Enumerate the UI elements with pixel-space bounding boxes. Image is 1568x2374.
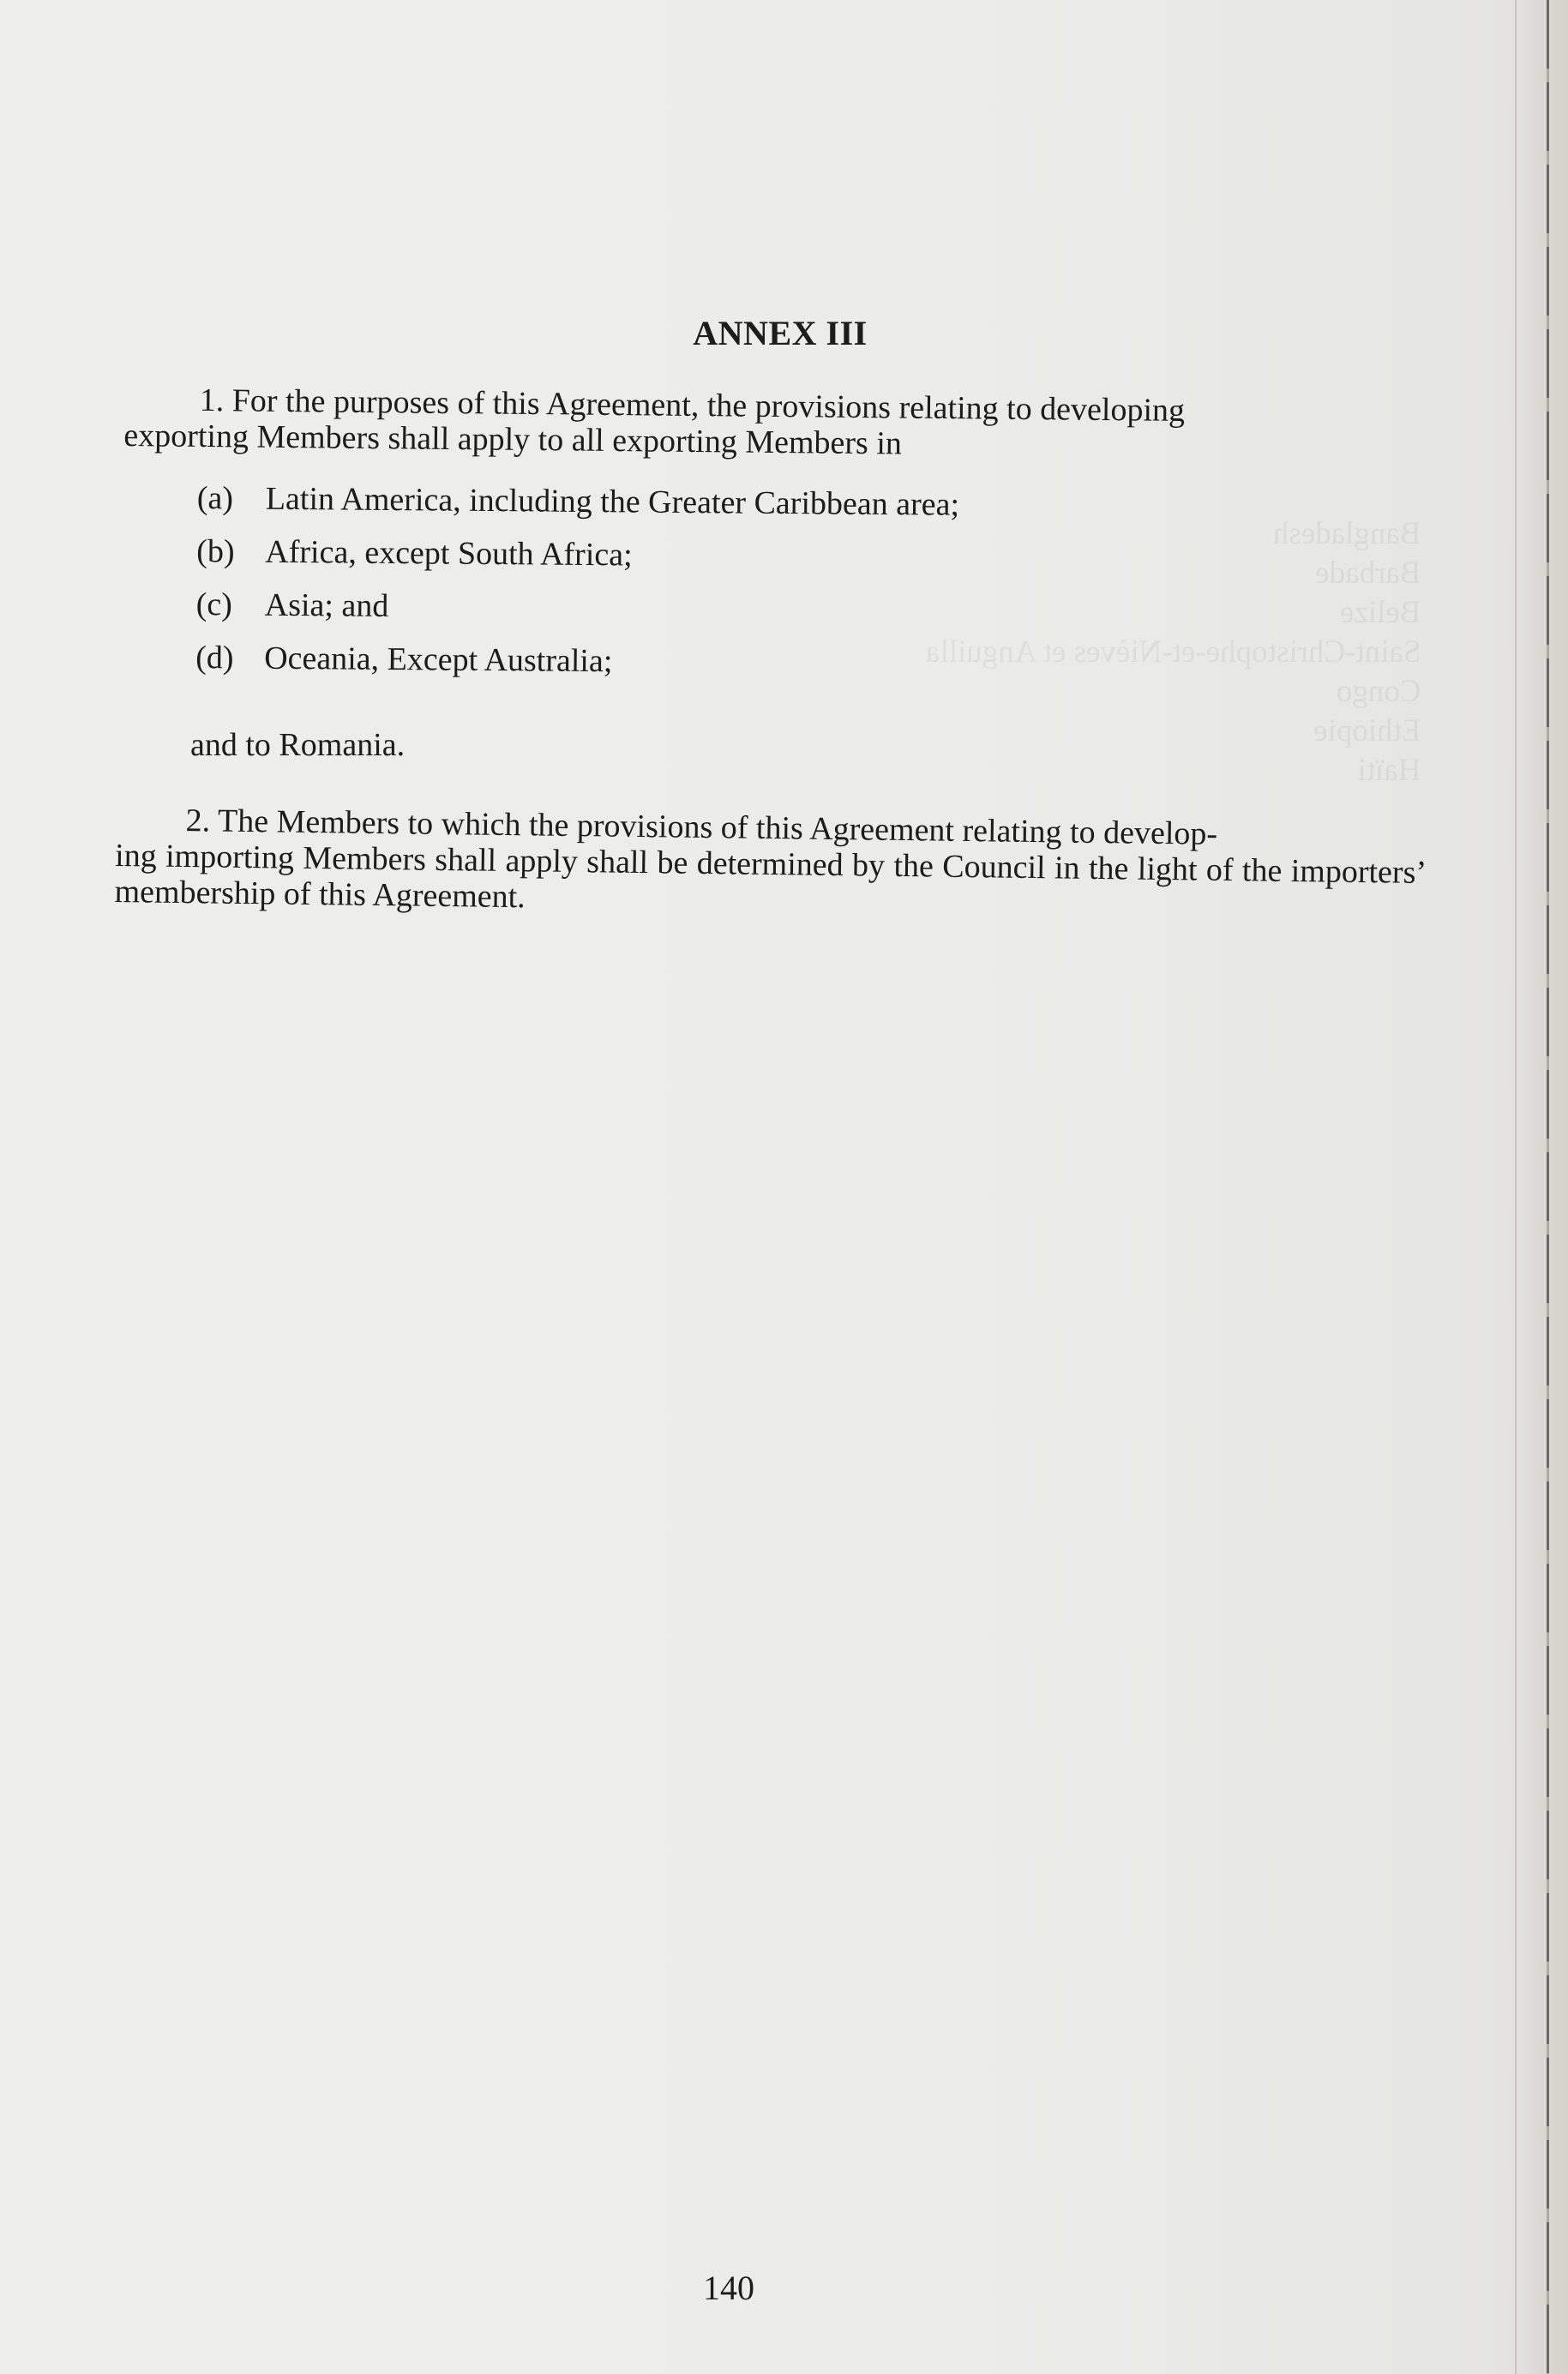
paragraph-1-first-line: 1. For the purposes of this Agreement, the provisions relating to developing xyxy=(199,382,1186,429)
paragraph-1 xyxy=(123,382,1427,467)
binding-edge-line xyxy=(1547,0,1549,2374)
list-item xyxy=(195,640,1310,702)
list-item xyxy=(196,480,1311,543)
paragraph-2-continuation: ing importing Members shall apply shall be determined by the Council in the light of the importers’ membership of this Agreement. xyxy=(114,837,1427,916)
list-item xyxy=(195,586,1310,649)
list-item-text: Latin America, including the Greater Caribbean area; xyxy=(265,480,960,523)
region-list xyxy=(195,480,1312,702)
list-item-label: (b) xyxy=(196,532,235,570)
page-edge xyxy=(1515,0,1568,2374)
closing-line: and to Romania. xyxy=(190,727,406,763)
list-item-label: (c) xyxy=(195,586,233,623)
paragraph-2 xyxy=(114,802,1427,927)
list-item-label: (a) xyxy=(196,480,234,517)
list-item-text: Africa, except South Africa; xyxy=(265,533,633,574)
list-item-text: Asia; and xyxy=(264,586,389,624)
annex-title: ANNEX III xyxy=(693,314,868,352)
list-item xyxy=(196,533,1311,596)
show-through-text: Bangladesh Barbade Belize Saint-Christophe-et-Nièves et Anguilla Congo Ethiopie Haïti xyxy=(926,516,1421,788)
list-item-text: Oceania, Except Australia; xyxy=(264,640,613,680)
page-number: 140 xyxy=(703,2269,754,2307)
paragraph-1-continuation: exporting Members shall apply to all exporting Members in xyxy=(123,417,903,462)
list-item-label: (d) xyxy=(195,639,234,676)
paragraph-2-first-line: 2. The Members to which the provisions of this Agreement relating to develop- xyxy=(185,802,1218,852)
